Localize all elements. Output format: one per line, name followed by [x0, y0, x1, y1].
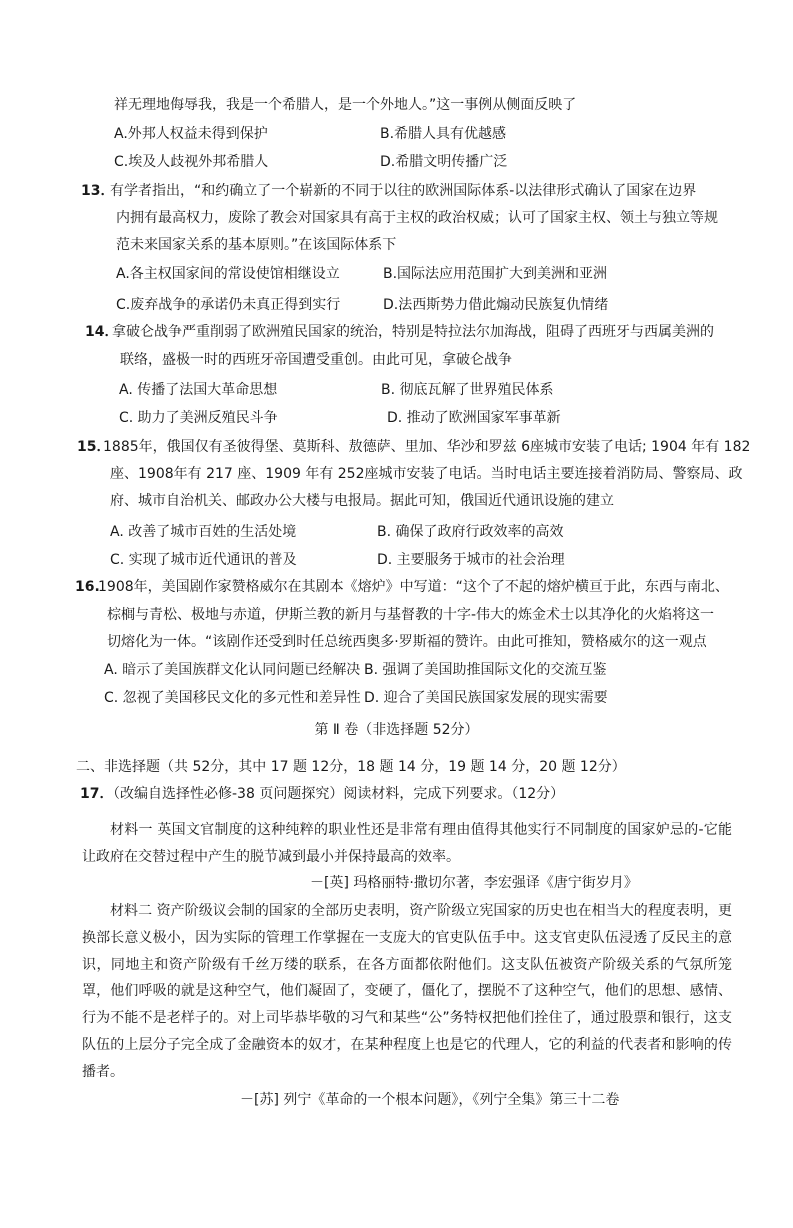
q16-option-d: D. 迎合了美国民族国家发展的现实需要: [364, 690, 608, 706]
q13-option-b: B.国际法应用范围扩大到美洲和亚洲: [383, 266, 608, 282]
q12-option-d: D.希腊文明传播广泛: [380, 154, 508, 170]
q16-option-a: A. 暗示了美国族群文化认同问题已经解决: [104, 662, 361, 678]
q17-material-2: 材料二 资产阶级议会制的国家的全部历史表明，资产阶级立宪国家的历史也在相当大的程度表明，更换部长意义极小，因为实际的管理工作掌握在一支庞大的官吏队伍手中。这支官吏队伍浸透了反民主的意识，同地主和资产阶级有千丝万缕的联系，在各方面都依附他们。这支队伍被资产阶级关系的气氛所笼罩，他们呼吸的就是这种空气，他们凝固了，变硬了，僵化了，摆脱不了这种空气，他们的思想、感情、行为不能不是老样子的。对上司毕恭毕敬的习气和某些“公”务特权把他们拴住了，通过股票和银行，这支队伍的上层分子完全成了金融资本的奴才，在某种程度上也是它的代理人，它的利益的代表者和影响的传播者。: [82, 903, 732, 1080]
q14-option-d: D. 推动了欧洲国家军事革新: [387, 410, 561, 426]
q16-option-c: C. 忽视了美国移民文化的多元性和差异性: [104, 690, 361, 706]
q16-stem-line-3: 切熔化为一体。“该剧作还受到时任总统西奥多·罗斯福的赞许。由此可推知，赞格威尔的这一观点: [107, 634, 707, 650]
q13-option-d: D.法西斯势力借此煽动民族复仇情绪: [383, 297, 609, 313]
q17-material-1: 材料一 英国文官制度的这种纯粹的职业性还是非常有理由值得其他实行不同制度的国家妒忌的-它能让政府在交替过程中产生的脱节减到最小并保持最高的效率。: [82, 822, 732, 865]
q13-stem-line-2: 内拥有最高权力，废除了教会对国家具有高于主权的政治权威；认可了国家主权、领土与独立等规: [116, 210, 718, 226]
q12-option-c: C.埃及人歧视外邦希腊人: [114, 154, 269, 170]
q13-stem-line-1: 有学者指出，“和约确立了一个崭新的不同于以往的欧洲国际体系-以法律形式确认了国家在边界: [110, 183, 697, 199]
q15-stem-line-2: 座、1908年有 217 座、1909 年有 252座城市安装了电话。当时电话主要连接着消防局、警察局、政: [110, 466, 743, 482]
q13-option-a: A.各主权国家间的常设使馆相继设立: [116, 266, 340, 282]
q15-option-b: B. 确保了政府行政效率的高效: [377, 524, 564, 540]
q15-option-a: A. 改善了城市百姓的生活处境: [110, 524, 297, 540]
q13-number: 13．: [81, 183, 115, 199]
q13-stem-line-3: 范未来国家关系的基本原则。”在该国际体系下: [116, 237, 397, 253]
q12-option-a: A.外邦人权益未得到保护: [114, 126, 268, 142]
q17-number: 17．: [80, 786, 114, 802]
q12-stem-tail: 祥无理地侮辱我，我是一个希腊人，是一个外地人。”这一事例从侧面反映了: [114, 97, 577, 113]
part-2-heading: 二、非选择题（共 52分，其中 17 题 12分，18 题 14 分，19 题 14 分，20 题 12分）: [76, 759, 626, 775]
q15-stem-line-1: 1885年，俄国仅有圣彼得堡、莫斯科、敖德萨、里加、华沙和罗兹 6座城市安装了电话; 1904 年有 182: [103, 439, 751, 455]
q17-source-2: －[苏] 列宁《革命的一个根本问题》，《列宁全集》第三十二卷: [240, 1092, 620, 1108]
q14-stem-line-1: 拿破仑战争严重削弱了欧洲殖民国家的统治，特别是特拉法尔加海战，阻碍了西班牙与西属美洲的: [112, 324, 714, 340]
q13-option-c: C.废弃战争的承诺仍未真正得到实行: [116, 297, 341, 313]
q12-option-b: B.希腊人具有优越感: [380, 126, 507, 142]
q14-option-a: A. 传播了法国大革命思想: [119, 382, 278, 398]
q17-source-1: －[英] 玛格丽特·撒切尔著，李宏强译《唐宁街岁月》: [310, 875, 638, 891]
q14-stem-line-2: 联络，盛极一时的西班牙帝国遭受重创。由此可见，拿破仑战争: [120, 352, 512, 368]
section-2-title: 第 Ⅱ 卷（非选择题 52分）: [314, 722, 479, 738]
q16-number: 16.: [75, 579, 100, 595]
q14-number: 14．: [85, 324, 119, 340]
q14-option-c: C. 助力了美洲反殖民斗争: [119, 410, 278, 426]
q15-number: 15．: [77, 439, 111, 455]
q16-stem-line-1: 1908年，美国剧作家赞格威尔在其剧本《熔炉》中写道：“这个了不起的熔炉横亘于此，东西与南北、: [98, 579, 729, 595]
q14-option-b: B. 彻底瓦解了世界殖民体系: [381, 382, 554, 398]
q17-stem: （改编自选择性必修-38 页问题探究）阅读材料，完成下列要求。（12分）: [106, 786, 565, 802]
q15-stem-line-3: 府、城市自治机关、邮政办公大楼与电报局。据此可知，俄国近代通讯设施的建立: [110, 493, 614, 509]
q15-option-d: D. 主要服务于城市的社会治理: [377, 552, 565, 568]
q16-option-b: B. 强调了美国助推国际文化的交流互鉴: [364, 662, 607, 678]
q15-option-c: C. 实现了城市近代通讯的普及: [110, 552, 297, 568]
q16-stem-line-2: 棕榈与青松、极地与赤道，伊斯兰教的新月与基督教的十字-伟大的炼金术士以其净化的火焰将这一: [107, 607, 715, 623]
